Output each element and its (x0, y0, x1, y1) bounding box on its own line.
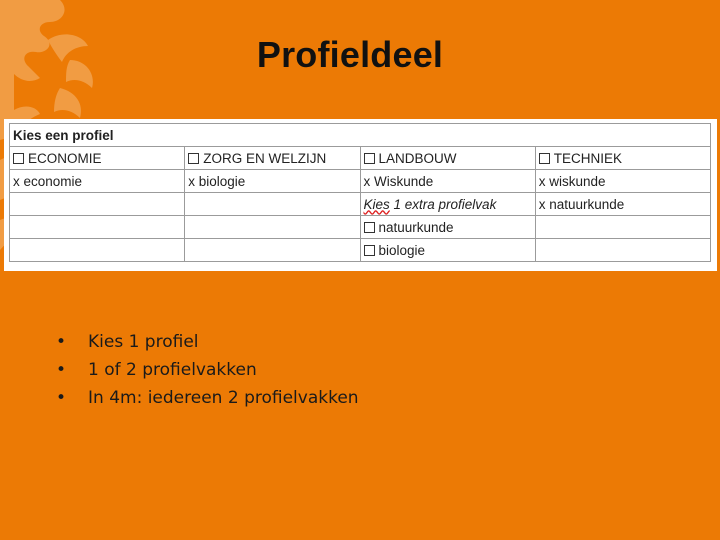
table-row (10, 147, 711, 170)
page-title: Profieldeel (256, 34, 444, 75)
cell-text: x natuurkunde (538, 196, 625, 212)
table-row (10, 216, 711, 239)
bullet-text: In 4m: iedereen 2 profielvakken (88, 388, 359, 408)
bullet-dot-icon: • (56, 332, 67, 352)
bullet-list (56, 328, 359, 412)
checkbox-icon (539, 153, 550, 164)
cell-text: TECHNIEK (553, 150, 623, 166)
cell-text: x biologie (188, 173, 246, 189)
table-row (10, 193, 711, 216)
cell-text: 1 extra profielvak (389, 196, 497, 212)
cell-text: ZORG EN WELZIJN (203, 150, 327, 166)
table-cell (185, 147, 360, 170)
checkbox-icon (364, 222, 375, 233)
table-cell (535, 216, 710, 239)
profile-table (9, 123, 711, 262)
cell-text: biologie (378, 242, 426, 258)
table-cell (10, 147, 185, 170)
table-row (10, 170, 711, 193)
table-cell (535, 170, 710, 193)
table-cell (185, 193, 360, 216)
table-cell (185, 216, 360, 239)
bullet-dot-icon: • (56, 360, 67, 380)
bullet-text: 1 of 2 profielvakken (88, 360, 257, 380)
checkbox-icon (364, 153, 375, 164)
table-cell (360, 239, 535, 262)
table-cell (10, 193, 185, 216)
table-row (10, 239, 711, 262)
table-cell (10, 170, 185, 193)
table-cell (360, 193, 535, 216)
cell-text: natuurkunde (378, 219, 454, 235)
table-cell (360, 216, 535, 239)
bullet-item (56, 328, 359, 356)
table-cell (185, 170, 360, 193)
cell-text-misspelled: Kies (363, 196, 390, 212)
table-cell (535, 239, 710, 262)
checkbox-icon (13, 153, 24, 164)
cell-text: x wiskunde (538, 173, 606, 189)
table-cell (360, 147, 535, 170)
cell-text: ECONOMIE (28, 150, 102, 166)
bullet-item (56, 356, 359, 384)
table-cell (360, 170, 535, 193)
bullet-text: Kies 1 profiel (88, 332, 199, 352)
table-cell (535, 193, 710, 216)
table-header-row (10, 124, 711, 147)
profile-table-image (4, 119, 717, 271)
table-cell (10, 216, 185, 239)
cell-text: LANDBOUW (378, 150, 457, 166)
table-caption: Kies een profiel (10, 124, 711, 147)
table-cell (535, 147, 710, 170)
checkbox-icon (188, 153, 199, 164)
cell-text: x Wiskunde (363, 173, 434, 189)
cell-text: x economie (13, 173, 83, 189)
bullet-item (56, 384, 359, 412)
checkbox-icon (364, 245, 375, 256)
table-cell (185, 239, 360, 262)
bullet-dot-icon: • (56, 388, 67, 408)
table-cell (10, 239, 185, 262)
